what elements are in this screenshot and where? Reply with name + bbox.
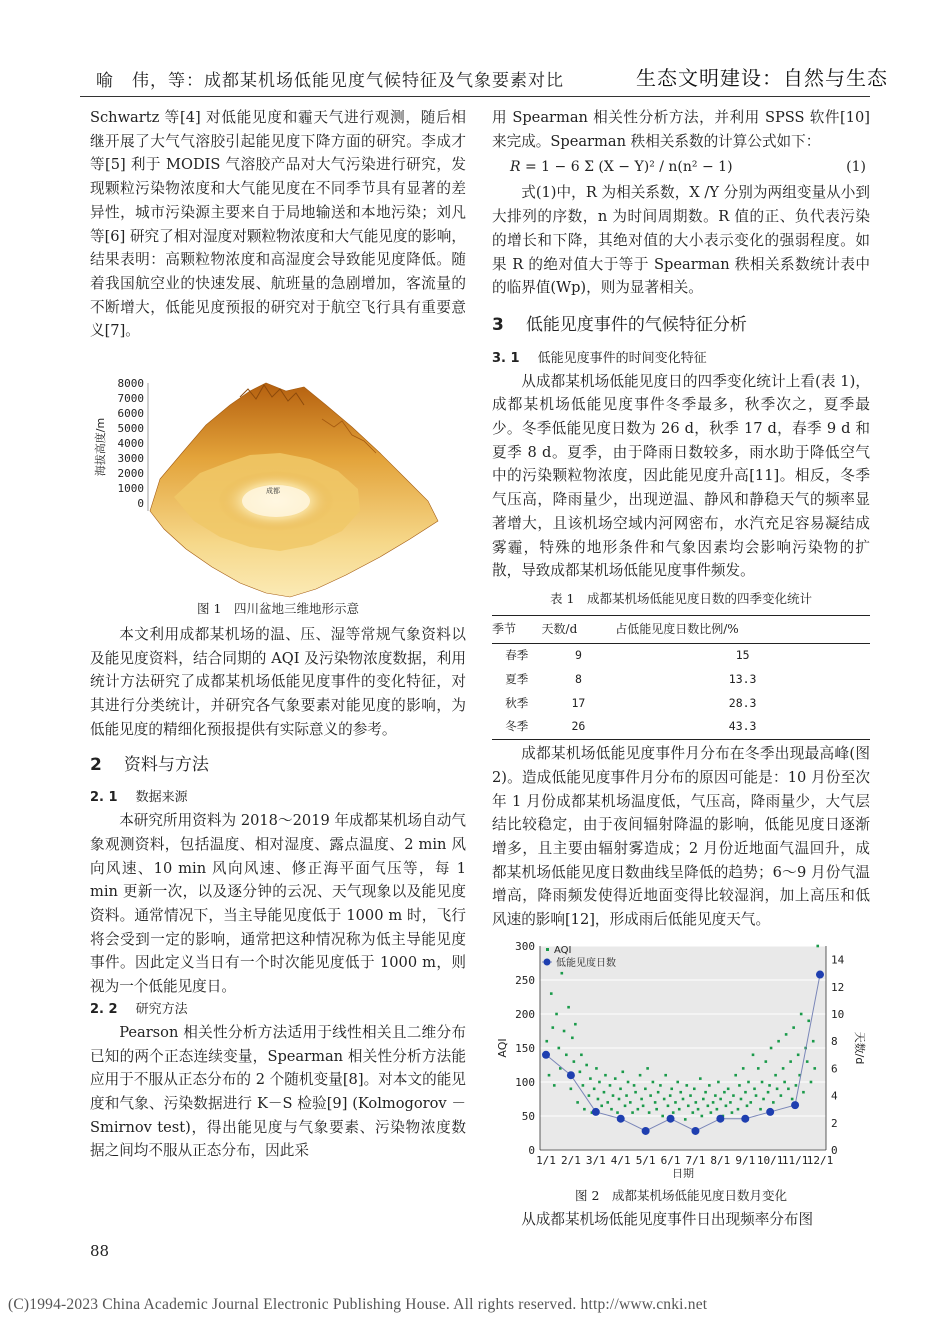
aqi-point [612, 1094, 615, 1097]
aqi-point [583, 1108, 586, 1111]
legend-aqi-marker [546, 948, 549, 951]
x-tick-label: 10/1 [756, 1153, 784, 1167]
aqi-point [704, 1091, 707, 1094]
aqi-point [699, 1077, 702, 1080]
aqi-point [669, 1094, 672, 1097]
x-tick-label: 8/1 [710, 1153, 731, 1167]
aqi-point [687, 1104, 690, 1107]
aqi-point [684, 1118, 687, 1121]
aqi-point [800, 1012, 803, 1015]
aqi-point [663, 1097, 666, 1100]
aqi-point [664, 1074, 667, 1077]
aqi-point [616, 1111, 619, 1114]
subsection-number: 2. 1 [90, 790, 118, 806]
aqi-point [738, 1084, 741, 1087]
aqi-point [816, 944, 819, 947]
aqi-point [691, 1111, 694, 1114]
aqi-point [654, 1101, 657, 1104]
aqi-point [710, 1111, 713, 1114]
table-header: 季节 [492, 615, 542, 644]
aqi-point [557, 1046, 560, 1049]
aqi-point [719, 1097, 722, 1100]
aqi-point [588, 1094, 591, 1097]
aqi-point [633, 1084, 636, 1087]
figure-2 [492, 938, 870, 1210]
low-vis-days-point [691, 1127, 699, 1135]
aqi-point [712, 1101, 715, 1104]
table-cell: 43.3 [615, 715, 870, 739]
aqi-point [742, 1067, 745, 1070]
aqi-point [627, 1080, 630, 1083]
aqi-point [701, 1114, 704, 1117]
section-3-1-heading [492, 348, 870, 370]
z-tick: 1000 [117, 482, 144, 496]
subsection-number: 3. 1 [492, 350, 520, 366]
aqi-point [708, 1084, 711, 1087]
z-tick: 0 [137, 497, 144, 511]
paragraph-data-source: 本研究所用资料为 2018～2019 年成都某机场自动气象观测资料，包括温度、相对湿度、露点温度、2 min 风向风速、10 min 风向风速、修正海平面气压等，每 1 min 更新一次，以及逐分钟的云况、天气现象以及能见度资料。通常情况下，当主导能见度低于 1000 m 时，飞行将会受到一定的影响，通常把这种情况称为低主导能见度事件。因此定义当日有一个时次能见度低于 1000 m，则视为一个低能见度日。 [90, 812, 466, 996]
table-cell: 26 [542, 715, 616, 739]
aqi-point [707, 1104, 710, 1107]
section-2-heading [90, 754, 466, 778]
aqi-point [657, 1091, 660, 1094]
x-tick-label: 4/1 [610, 1153, 631, 1167]
aqi-point [676, 1080, 679, 1083]
aqi-point [574, 1023, 577, 1026]
aqi-point [685, 1084, 688, 1087]
monthly-chart [492, 938, 870, 1178]
aqi-point [761, 1080, 764, 1083]
aqi-point [717, 1080, 720, 1083]
x-tick-label: 3/1 [585, 1153, 606, 1167]
aqi-point [785, 1033, 788, 1036]
aqi-point [555, 1012, 558, 1015]
x-tick-label: 7/1 [685, 1153, 706, 1167]
low-vis-days-point [741, 1115, 749, 1123]
table-cell: 秋季 [505, 695, 529, 710]
aqi-point [802, 1091, 805, 1094]
z-tick: 5000 [117, 422, 144, 436]
y-axis-label: AQI [496, 1038, 509, 1058]
y2-tick-label: 2 [831, 1116, 838, 1130]
aqi-point [770, 1046, 773, 1049]
aqi-point [604, 1074, 607, 1077]
terrain-3d-image [90, 361, 466, 611]
y2-tick-label: 14 [831, 953, 845, 967]
aqi-point [606, 1101, 609, 1104]
equation-rhs: = 1 − 6 Σ (X − Y)² / n(n² − 1) [525, 158, 733, 175]
aqi-point [757, 1067, 760, 1070]
figure-1-caption: 图 1 四川盆地三维地形示意 [197, 601, 359, 617]
z-axis-label: 海拔高度/m [94, 417, 107, 477]
running-header-authors: 喻 伟，等：成都某机场低能见度气候特征及气象要素对比 [96, 71, 564, 91]
table-cell: 8 [574, 672, 582, 687]
table-cell: 夏季 [505, 672, 529, 687]
aqi-point [661, 1114, 664, 1117]
paragraph-intro-cont: Schwartz 等[4] 对低能见度和霾天气进行观测，随后相继开展了大气气溶胶引起能见度下降方面的研究。李成才等[5] 利于 MODIS 气溶胶产品对大气污染进行研究，发现颗粒污染物浓度和大气能见度在不同季节具有显著的差异性，城市污染源主要来自于局地输送和本地污染；刘凡等[6] 研究了相对湿度对颗粒物浓度和大气能见度的影响，结果表明：高颗粒物浓度和高湿度会导致能见度降低。随着我国航空业的快速发展、航班量的急剧增加，客流量的不断增大，低能见度预报的研究对于航空飞行具有重要意义[7]。 [90, 109, 466, 340]
aqi-point [609, 1084, 612, 1087]
x-tick-label: 12/1 [806, 1153, 834, 1167]
y2-tick-label: 8 [831, 1034, 838, 1048]
aqi-point [595, 1067, 598, 1070]
table-cell: 17 [571, 695, 586, 710]
aqi-point [810, 1080, 813, 1083]
table-row [492, 668, 870, 692]
aqi-point [749, 1101, 752, 1104]
aqi-point [694, 1101, 697, 1104]
aqi-point [767, 1091, 770, 1094]
aqi-point [697, 1108, 700, 1111]
aqi-point [567, 1006, 570, 1009]
right-column [492, 106, 870, 1232]
aqi-point [752, 1053, 755, 1056]
aqi-point [716, 1108, 719, 1111]
table-cell: 13.3 [728, 672, 757, 687]
aqi-point [812, 1040, 815, 1043]
equation-lhs: R [510, 158, 521, 175]
place-label-chengdu: 成都 [266, 487, 280, 496]
aqi-point [768, 1084, 771, 1087]
aqi-point [674, 1101, 677, 1104]
table-row [492, 715, 870, 739]
aqi-point [747, 1080, 750, 1083]
left-column [90, 106, 466, 1163]
aqi-point [625, 1094, 628, 1097]
z-tick: 2000 [117, 467, 144, 481]
aqi-point [553, 1084, 556, 1087]
aqi-point [765, 1060, 768, 1063]
section-3-heading [492, 314, 870, 338]
z-tick: 6000 [117, 407, 144, 421]
low-vis-days-point [667, 1115, 675, 1123]
y-tick-label: 250 [515, 973, 535, 987]
y-tick-label: 300 [515, 939, 535, 953]
aqi-point [732, 1094, 735, 1097]
table-cell: 9 [574, 648, 582, 663]
aqi-point [597, 1097, 600, 1100]
aqi-point [618, 1097, 621, 1100]
x-tick-label: 2/1 [560, 1153, 581, 1167]
aqi-point [729, 1101, 732, 1104]
aqi-point [670, 1087, 673, 1090]
aqi-point [734, 1074, 737, 1077]
y2-tick-label: 0 [831, 1143, 838, 1157]
aqi-point [655, 1108, 658, 1111]
y2-tick-label: 6 [831, 1062, 838, 1076]
paragraph-seasonal: 从成都某机场低能见度日的四季变化统计上看(表 1)，成都某机场低能见度事件冬季最多，秋季次之，夏季最少。冬季低能见度日数为 26 d，秋季 17 d，春季 9 d 和夏季 8 d。夏季，由于降雨日数较多，雨水助于降低空气中的污染颗粒物浓度，因此能见度升高[11]。相反，冬季气压高，降雨量少，出现逆温、静风和静稳天气的频率显著增大，且该机场空域内河网密布，水汽充足容易凝结成雾霾，特殊的地形条件和气象因素均会影响污染物的扩散，导致成都某机场低能见度事件频发。 [492, 372, 870, 580]
low-vis-days-point [542, 1051, 550, 1059]
aqi-point [550, 992, 553, 995]
aqi-point [792, 1026, 795, 1029]
figure-2-caption: 图 2 成都某机场低能见度日数月变化 [575, 1187, 787, 1203]
subsection-title: 研究方法 [135, 1001, 188, 1017]
aqi-point [762, 1097, 765, 1100]
z-tick: 3000 [117, 452, 144, 466]
x-tick-label: 6/1 [660, 1153, 681, 1167]
low-vis-days-point [716, 1115, 724, 1123]
table-row [492, 692, 870, 716]
low-vis-days-point [567, 1071, 575, 1079]
aqi-point [629, 1101, 632, 1104]
season-table [492, 615, 870, 741]
aqi-point [593, 1087, 596, 1090]
aqi-point [782, 1067, 785, 1070]
section-2-1-heading [90, 787, 466, 809]
aqi-point [624, 1104, 627, 1107]
paragraph-purpose: 本文利用成都某机场的温、压、湿等常规气象资料以及能见度资料，结合同期的 AQI 及污染物浓度数据，利用统计方法研究了成都某机场低能见度事件的变化特征，对其进行分类统计，并研究各气象要素对能见度的影响，为低能见度的精细化预报提供有实际意义的参考。 [90, 626, 466, 738]
legend-days-label: 低能见度日数 [556, 957, 616, 969]
y-tick-label: 100 [515, 1075, 535, 1089]
aqi-point [545, 1040, 548, 1043]
y-tick-label: 50 [521, 1109, 535, 1123]
equation-1 [492, 153, 870, 181]
aqi-point [667, 1104, 670, 1107]
copyright-footer: (C)1994-2023 China Academic Journal Electronic Publishing House. All rights reserved. http://www.cnki.net [8, 1296, 708, 1313]
aqi-point [693, 1087, 696, 1090]
aqi-point [679, 1091, 682, 1094]
aqi-point [579, 1070, 582, 1073]
aqi-point [573, 1060, 576, 1063]
paragraph-spearman: 用 Spearman 相关性分析方法，并利用 SPSS 软件[10] 来完成。Spearman 秩相关系数的计算公式如下： [492, 109, 870, 150]
y-tick-label: 150 [515, 1041, 535, 1055]
aqi-point [563, 1029, 566, 1032]
equation-number: (1) [846, 158, 866, 175]
aqi-point [772, 1101, 775, 1104]
aqi-point [589, 1077, 592, 1080]
aqi-point [755, 1094, 758, 1097]
aqi-point [570, 1087, 573, 1090]
running-header-journal: 生态文明建设：自然与生态 [636, 66, 888, 90]
aqi-point [631, 1111, 634, 1114]
aqi-point [580, 1053, 583, 1056]
aqi-point [585, 1063, 588, 1066]
low-vis-days-point [592, 1108, 600, 1116]
y2-axis-label: 天数/d [853, 1031, 866, 1065]
aqi-point [682, 1097, 685, 1100]
aqi-point [548, 1074, 551, 1077]
aqi-point [731, 1111, 734, 1114]
table-cell: 冬季 [492, 715, 542, 739]
aqi-point [702, 1097, 705, 1100]
section-2-2-heading [90, 999, 466, 1021]
low-vis-days-point [791, 1101, 799, 1109]
y2-tick-label: 12 [831, 980, 845, 994]
aqi-point [776, 1087, 779, 1090]
x-axis-label: 日期 [672, 1166, 694, 1178]
legend-days-marker [544, 958, 551, 965]
aqi-point [600, 1104, 603, 1107]
aqi-point [637, 1108, 640, 1111]
x-tick-label: 11/1 [781, 1153, 809, 1167]
aqi-point [787, 1087, 790, 1090]
aqi-point [791, 1097, 794, 1100]
aqi-point [774, 1074, 777, 1077]
aqi-point [640, 1097, 643, 1100]
aqi-point [777, 1040, 780, 1043]
low-vis-days-point [766, 1108, 774, 1116]
y-tick-label: 200 [515, 1007, 535, 1021]
x-tick-label: 1/1 [536, 1153, 556, 1167]
paragraph-equation-explain: 式(1)中，R 为相关系数，X /Y 分别为两组变量从小到大排列的序数，n 为时间周期数。R 值的正、负代表污染的增长和下降，其绝对值的大小表示变化的强弱程度。如果 R 的绝对值大于等于 Spearman 秩相关系数统计表中的临界值(Wp)，则为显著相关。 [492, 184, 870, 297]
aqi-point [759, 1108, 762, 1111]
y2-tick-label: 4 [831, 1089, 838, 1103]
table-header: 天数/d [542, 615, 616, 644]
aqi-point [652, 1080, 655, 1083]
aqi-point [603, 1091, 606, 1094]
section-title: 低能见度事件的气候特征分析 [525, 314, 747, 335]
low-vis-days-point [816, 970, 824, 978]
table-1-caption: 表 1 成都某机场低能见度日数的四季变化统计 [550, 590, 812, 606]
aqi-point [644, 1087, 647, 1090]
aqi-point [797, 1053, 800, 1056]
aqi-point [649, 1094, 652, 1097]
aqi-point [725, 1104, 728, 1107]
aqi-point [737, 1108, 740, 1111]
section-number: 3 [492, 314, 504, 335]
figure-1 [90, 361, 466, 623]
subsection-title: 低能见度事件的时间变化特征 [537, 350, 707, 366]
aqi-point [561, 972, 564, 975]
table-cell: 春季 [505, 648, 529, 663]
aqi-point [646, 1067, 649, 1070]
y2-tick-label: 10 [831, 1007, 845, 1021]
equation-body [510, 156, 733, 180]
aqi-point [753, 1087, 756, 1090]
aqi-point [621, 1070, 624, 1073]
aqi-point [598, 1080, 601, 1083]
section-number: 2 [90, 754, 102, 775]
header-rule [80, 96, 870, 97]
aqi-point [795, 1084, 798, 1087]
aqi-point [571, 1036, 574, 1039]
paragraph-monthly: 成都某机场低能见度事件月分布在冬季出现最高峰(图 2)。造成低能见度事件月分布的原因可能是：10 月份至次年 1 月份成都某机场温度低，气压高，降雨量少，大气层结比较稳定，由于夜间辐射降温的影响，低能见度日逐渐增多，且主要由辐射雾造成；2 月份近地面气温回升，成都某机场低能见度日数曲线呈降低的趋势；6～9 月份气温增高，降雨频发使得近地面变得比较湿润，加上高压和低风速的影响[12]，形成雨后低能见度天气。 [492, 745, 870, 929]
aqi-point [783, 1080, 786, 1083]
aqi-point [614, 1077, 617, 1080]
low-vis-days-point [617, 1115, 625, 1123]
table-cell: 15 [735, 648, 750, 663]
aqi-point [642, 1104, 645, 1107]
z-tick: 8000 [117, 377, 144, 391]
aqi-point [551, 1026, 554, 1029]
aqi-point [744, 1091, 747, 1094]
aqi-point [678, 1108, 681, 1111]
aqi-point [648, 1111, 651, 1114]
aqi-point [610, 1108, 613, 1111]
aqi-point [807, 1019, 810, 1022]
subsection-number: 2. 2 [90, 1001, 118, 1017]
aqi-point [727, 1087, 730, 1090]
aqi-point [789, 1060, 792, 1063]
page-number: 88 [90, 1242, 110, 1260]
low-vis-days-point [642, 1127, 650, 1135]
y-tick-label: 0 [528, 1143, 535, 1157]
aqi-point [582, 1084, 585, 1087]
aqi-point [576, 1101, 579, 1104]
legend-aqi-label: AQI [554, 944, 572, 956]
aqi-point [746, 1104, 749, 1107]
aqi-point [565, 1053, 568, 1056]
aqi-point [806, 1060, 809, 1063]
aqi-point [639, 1074, 642, 1077]
aqi-point [714, 1094, 717, 1097]
z-tick: 4000 [117, 437, 144, 451]
x-tick-label: 9/1 [735, 1153, 756, 1167]
table-1 [492, 587, 870, 740]
table-row [492, 644, 870, 668]
aqi-point [689, 1094, 692, 1097]
subsection-title: 数据来源 [135, 790, 188, 806]
aqi-point [813, 1067, 816, 1070]
section-title: 资料与方法 [123, 754, 209, 775]
table-cell: 28.3 [728, 695, 757, 710]
x-tick-label: 5/1 [635, 1153, 656, 1167]
paragraph-method: Pearson 相关性分析方法适用于线性相关且二维分布已知的两个正态连续变量，Spearman 相关性分析方法能应用于不服从正态分布的 2 个随机变量[8]。对本文的能见度和气象、污染数据进行 K－S 检验[9] (Kolmogorov － Smirnov test)，得出能见度与气象要素、污染物浓度数据之间均不服从正态分布，因此采 [90, 1023, 466, 1160]
table-header: 占低能见度日数比例/% [615, 615, 870, 644]
aqi-point [723, 1091, 726, 1094]
aqi-point [634, 1091, 637, 1094]
z-tick: 7000 [117, 392, 144, 406]
aqi-point [780, 1094, 783, 1097]
aqi-point [619, 1087, 622, 1090]
aqi-point [659, 1084, 662, 1087]
aqi-point [672, 1111, 675, 1114]
aqi-point [740, 1097, 743, 1100]
paragraph-daily-freq: 从成都某机场低能见度事件日出现频率分布图 [521, 1210, 814, 1228]
